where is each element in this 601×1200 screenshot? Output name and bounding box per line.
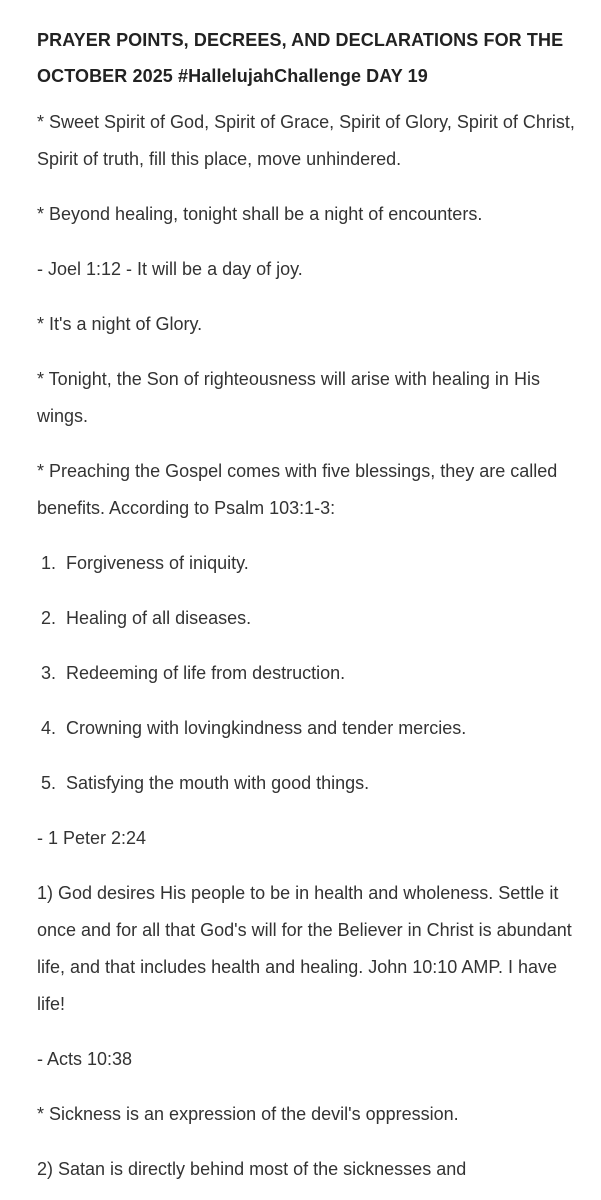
paragraph-sickness: * Sickness is an expression of the devil's oppression. xyxy=(37,1104,459,1124)
list-item-number: 2. xyxy=(41,608,57,628)
list-item xyxy=(37,655,581,692)
paragraph-spirit-of-god: * Sweet Spirit of God, Spirit of Grace, Spirit of Glory, Spirit of Christ, Spirit of truth, fill this place, move unhindered. xyxy=(37,112,575,169)
list-item-number: 1. xyxy=(41,553,57,573)
list-item xyxy=(37,710,581,747)
list-item-number: 3. xyxy=(41,663,57,683)
list-item-text: Healing of all diseases. xyxy=(66,608,252,628)
paragraph-preaching-gospel: * Preaching the Gospel comes with five blessings, they are called benefits. According to Psalm 103:1-3: xyxy=(37,461,558,518)
list-item-text: Forgiveness of iniquity. xyxy=(66,553,249,573)
list-item xyxy=(37,765,581,802)
benefits-list xyxy=(37,545,581,802)
paragraph-satan: 2) Satan is directly behind most of the sicknesses and xyxy=(37,1159,467,1179)
paragraph-acts: - Acts 10:38 xyxy=(37,1049,133,1069)
list-item-text: Satisfying the mouth with good things. xyxy=(66,773,370,793)
list-item-number: 4. xyxy=(41,718,57,738)
paragraph-beyond-healing: * Beyond healing, tonight shall be a night of encounters. xyxy=(37,204,483,224)
list-item-text: Redeeming of life from destruction. xyxy=(66,663,346,683)
list-item xyxy=(37,600,581,637)
paragraph-night-of-glory: * It's a night of Glory. xyxy=(37,314,203,334)
paragraph-1-peter: - 1 Peter 2:24 xyxy=(37,828,147,848)
article-title: PRAYER POINTS, DECREES, AND DECLARATIONS FOR THE OCTOBER 2025 #HallelujahChallenge DAY 19 xyxy=(37,30,564,86)
paragraph-god-desires: 1) God desires His people to be in health and wholeness. Settle it once and for all that God's will for the Believer in Christ is abundant life, and that includes health and healing. John 10:10 AMP. I have life! xyxy=(37,883,572,1014)
list-item-text: Crowning with lovingkindness and tender mercies. xyxy=(66,718,467,738)
paragraph-joel: - Joel 1:12 - It will be a day of joy. xyxy=(37,259,303,279)
list-item-number: 5. xyxy=(41,773,57,793)
list-item xyxy=(37,545,581,582)
paragraph-son-of-righteousness: * Tonight, the Son of righteousness will arise with healing in His wings. xyxy=(37,369,540,426)
